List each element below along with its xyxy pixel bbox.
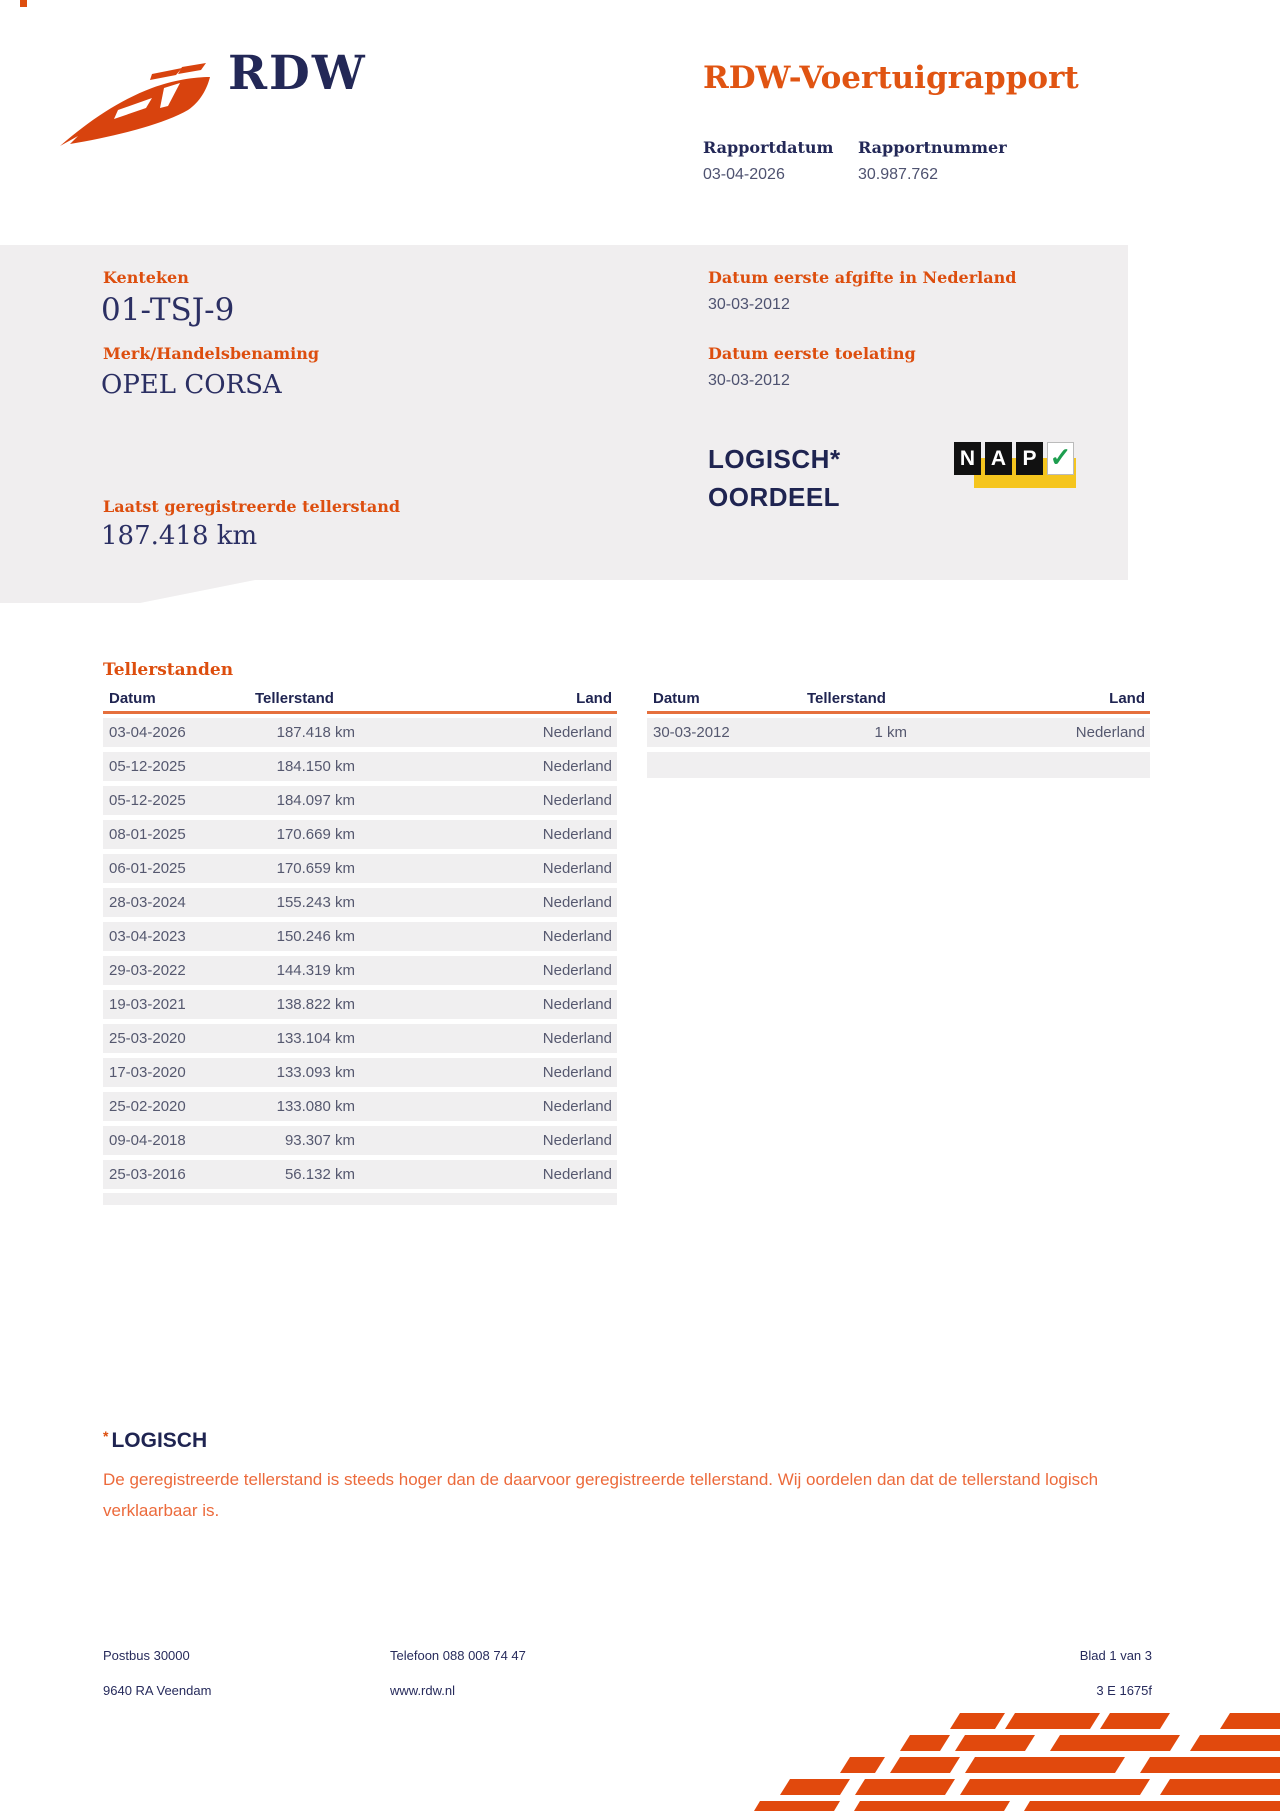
odometer-cell: 93.307 km <box>284 1132 355 1149</box>
table-header-right <box>647 690 1150 707</box>
oordeel-logisch-text: LOGISCH* <box>708 444 841 474</box>
date-cell: 05-12-2025 <box>109 758 186 775</box>
table-header-left <box>103 690 617 707</box>
odometer-cell: 56.132 km <box>284 1166 355 1183</box>
country-cell: Nederland <box>542 996 612 1013</box>
country-cell: Nederland <box>542 724 612 741</box>
rdw-stripe-graphic <box>750 1711 1280 1811</box>
table-row <box>103 1126 617 1155</box>
date-cell: 17-03-2020 <box>109 1064 186 1081</box>
header-underline <box>647 711 1150 714</box>
date-cell: 19-03-2021 <box>109 996 186 1013</box>
country-cell: Nederland <box>1075 724 1145 741</box>
date-cell: 08-01-2025 <box>109 826 186 843</box>
date-cell: 25-03-2016 <box>109 1166 186 1183</box>
date-cell: 03-04-2023 <box>109 928 186 945</box>
footer-page-number: Blad 1 van 3 <box>1079 1648 1152 1663</box>
column-header-datum: Datum <box>653 690 700 707</box>
table-row <box>103 1160 617 1189</box>
oordeel-label: OORDEEL <box>708 482 841 512</box>
rdw-swoosh-icon <box>56 58 214 153</box>
column-header-land: Land <box>1109 690 1145 707</box>
table-row <box>103 752 617 781</box>
table-row <box>103 820 617 849</box>
odometer-cell: 133.104 km <box>276 1030 355 1047</box>
corner-tick-mark <box>20 0 27 7</box>
country-cell: Nederland <box>542 792 612 809</box>
country-cell: Nederland <box>542 1030 612 1047</box>
table-row <box>103 1058 617 1087</box>
table-row <box>103 956 617 985</box>
date-cell: 09-04-2018 <box>109 1132 186 1149</box>
country-cell: Nederland <box>542 1098 612 1115</box>
country-cell: Nederland <box>542 758 612 775</box>
footer-postbus: Postbus 30000 <box>103 1648 190 1663</box>
date-cell: 05-12-2025 <box>109 792 186 809</box>
odometer-cell: 187.418 km <box>276 724 355 741</box>
country-cell: Nederland <box>542 826 612 843</box>
odometer-cell: 133.093 km <box>276 1064 355 1081</box>
country-cell: Nederland <box>542 1064 612 1081</box>
column-header-tellerstand: Tellerstand <box>255 690 334 707</box>
table-row <box>103 854 617 883</box>
country-cell: Nederland <box>542 928 612 945</box>
country-cell: Nederland <box>542 860 612 877</box>
report-number-value: 30.987.762 <box>858 166 939 183</box>
odometer-cell: 155.243 km <box>276 894 355 911</box>
laatste-tellerstand-value: 187.418 km <box>101 521 258 551</box>
table-row <box>103 990 617 1019</box>
rdw-logo-text: RDW <box>228 46 367 101</box>
logisch-note-text: De geregistreerde tellerstand is steeds hoger dan de daarvoor geregistreerde tellerstand. Wij oordelen dan dat de tellerstand logisch verklaarbaar is. <box>103 1470 1099 1520</box>
header-underline <box>103 711 617 714</box>
datum-eerste-afgifte-value: 30-03-2012 <box>708 296 790 313</box>
country-cell: Nederland <box>542 962 612 979</box>
table-end-strip <box>103 1193 617 1205</box>
odometer-cell: 184.097 km <box>276 792 355 809</box>
nap-logo <box>952 440 1082 494</box>
date-cell: 29-03-2022 <box>109 962 186 979</box>
nap-checkmark-icon: ✓ <box>1047 442 1074 475</box>
report-number-label: Rapportnummer <box>858 138 1007 157</box>
asterisk-mark: * <box>103 1428 109 1444</box>
footer-form-code: 3 E 1675f <box>1096 1683 1152 1698</box>
country-cell: Nederland <box>542 1132 612 1149</box>
date-cell: 30-03-2012 <box>653 724 730 741</box>
odometer-cell: 144.319 km <box>276 962 355 979</box>
country-cell: Nederland <box>542 1166 612 1183</box>
date-cell: 25-03-2020 <box>109 1030 186 1047</box>
datum-eerste-afgifte-label: Datum eerste afgifte in Nederland <box>708 268 1017 287</box>
odometer-cell: 170.669 km <box>276 826 355 843</box>
nap-letter-p: P <box>1016 442 1043 475</box>
date-cell: 03-04-2026 <box>109 724 186 741</box>
column-header-datum: Datum <box>109 690 156 707</box>
footer-phone: Telefoon 088 008 74 47 <box>390 1648 526 1663</box>
date-cell: 28-03-2024 <box>109 894 186 911</box>
merk-label: Merk/Handelsbenaming <box>103 344 320 363</box>
table-row <box>103 1092 617 1121</box>
odometer-cell: 1 km <box>874 724 907 741</box>
odometer-cell: 184.150 km <box>276 758 355 775</box>
kenteken-label: Kenteken <box>103 268 189 287</box>
odometer-cell: 138.822 km <box>276 996 355 1013</box>
laatste-tellerstand-label: Laatst geregistreerde tellerstand <box>103 497 401 516</box>
footer-website: www.rdw.nl <box>390 1683 456 1698</box>
odometer-cell: 150.246 km <box>276 928 355 945</box>
table-row <box>103 1024 617 1053</box>
report-date-label: Rapportdatum <box>703 138 834 157</box>
table-row <box>103 718 617 747</box>
datum-eerste-toelating-value: 30-03-2012 <box>708 372 790 389</box>
kenteken-value: 01-TSJ-9 <box>101 292 235 328</box>
report-date-value: 03-04-2026 <box>703 166 785 183</box>
page-title: RDW-Voertuigrapport <box>703 60 1079 96</box>
table-row <box>647 718 1150 747</box>
column-header-tellerstand: Tellerstand <box>807 690 886 707</box>
table-row <box>103 786 617 815</box>
nap-letter-n: N <box>954 442 981 475</box>
column-header-land: Land <box>576 690 612 707</box>
tellerstanden-section-title: Tellerstanden <box>103 660 234 680</box>
date-cell: 06-01-2025 <box>109 860 186 877</box>
odometer-table-right <box>647 718 1150 752</box>
table-row <box>103 922 617 951</box>
odometer-cell: 170.659 km <box>276 860 355 877</box>
date-cell: 25-02-2020 <box>109 1098 186 1115</box>
country-cell: Nederland <box>542 894 612 911</box>
logisch-note-heading <box>103 1428 207 1453</box>
odometer-cell: 133.080 km <box>276 1098 355 1115</box>
table-row <box>103 888 617 917</box>
footer-city: 9640 RA Veendam <box>103 1683 212 1698</box>
odometer-table-left <box>103 718 617 1194</box>
merk-value: OPEL CORSA <box>101 370 282 400</box>
logisch-note-title: LOGISCH <box>111 1429 208 1452</box>
table-end-strip <box>647 752 1150 778</box>
datum-eerste-toelating-label: Datum eerste toelating <box>708 344 916 363</box>
nap-letter-a: A <box>985 442 1012 475</box>
